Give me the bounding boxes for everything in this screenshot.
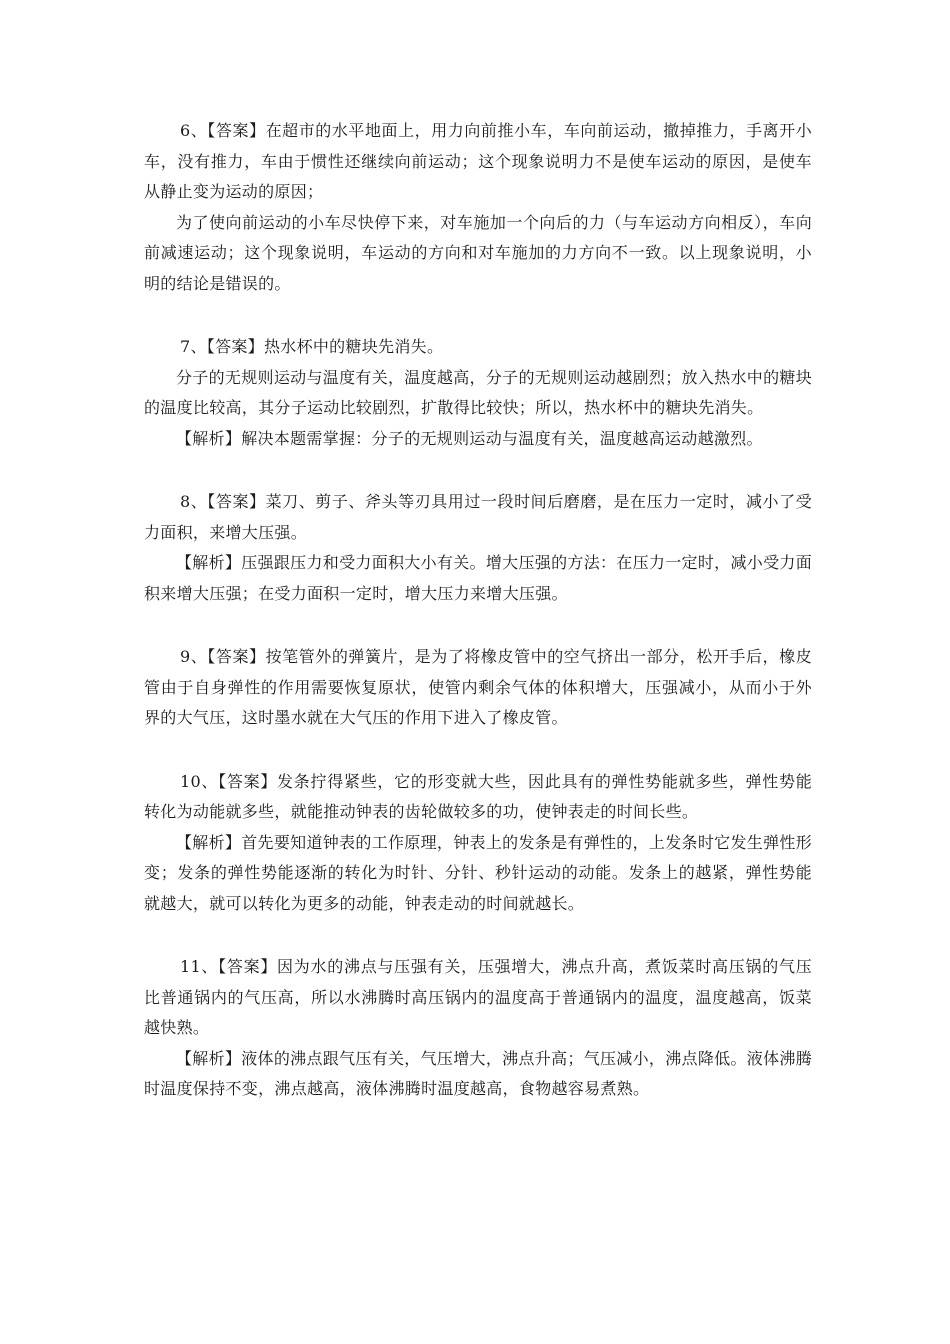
- analysis-paragraph: 【解析】压强跟压力和受力面积大小有关。增大压强的方法：在压力一定时，减小受力面积来增大压强；在受力面积一定时，增大压力来增大压强。: [144, 553, 812, 603]
- item-spacer: [144, 299, 812, 332]
- answer-paragraph: 为了使向前运动的小车尽快停下来，对车施加一个向后的力（与车运动方向相反），车向前减速运动；这个现象说明，车运动的方向和对车施加的力方向不一致。以上现象说明，小明的结论是错误的。: [144, 212, 812, 293]
- answer-paragraph: 分子的无规则运动与温度有关，温度越高，分子的无规则运动越剧烈；放入热水中的糖块的温度比较高，其分子运动比较剧烈，扩散得比较快；所以，热水杯中的糖块先消失。: [144, 367, 812, 417]
- item-spacer: [144, 609, 812, 642]
- answer-paragraph: 7、【答案】热水杯中的糖块先消失。: [180, 337, 444, 356]
- answer-item-11: [144, 952, 812, 1105]
- item-spacer: [144, 734, 812, 767]
- answer-paragraph: 8、【答案】菜刀、剪子、斧头等刃具用过一段时间后磨磨，是在压力一定时，减小了受力面积，来增大压强。: [144, 492, 812, 542]
- answer-paragraph: 6、【答案】在超市的水平地面上，用力向前推小车，车向前运动，撤掉推力，手离开小车，没有推力，车由于惯性还继续向前运动；这个现象说明力不是使车运动的原因，是使车从静止变为运动的原因；: [144, 121, 812, 201]
- answer-item-8: [144, 487, 812, 609]
- answer-paragraph: 10、【答案】发条拧得紧些，它的形变就大些，因此具有的弹性势能就多些，弹性势能转化为动能就多些，就能推动钟表的齿轮做较多的功，使钟表走的时间长些。: [144, 771, 812, 821]
- answer-item-10: [144, 767, 812, 920]
- answer-paragraph: 11、【答案】因为水的沸点与压强有关，压强增大，沸点升高，煮饭菜时高压锅的气压比普通锅内的气压高，所以水沸腾时高压锅内的温度高于普通锅内的温度，温度越高，饭菜越快熟。: [144, 957, 812, 1037]
- answer-item-7: [144, 332, 812, 454]
- item-spacer: [144, 454, 812, 487]
- answer-paragraph: 9、【答案】按笔管外的弹簧片，是为了将橡皮管中的空气挤出一部分，松开手后，橡皮管由于自身弹性的作用需要恢复原状，使管内剩余气体的体积增大，压强减小，从而小于外界的大气压，这时墨水就在大气压的作用下进入了橡皮管。: [144, 647, 812, 727]
- document-page: [144, 116, 812, 1105]
- analysis-paragraph: 【解析】解决本题需掌握：分子的无规则运动与温度有关，温度越高运动越激烈。: [176, 428, 763, 448]
- analysis-paragraph: 【解析】液体的沸点跟气压有关，气压增大，沸点升高；气压减小，沸点降低。液体沸腾时温度保持不变，沸点越高，液体沸腾时温度越高，食物越容易煮熟。: [144, 1048, 812, 1098]
- answer-item-6: [144, 116, 812, 299]
- analysis-paragraph: 【解析】首先要知道钟表的工作原理，钟表上的发条是有弹性的，上发条时它发生弹性形变；发条的弹性势能逐渐的转化为时针、分针、秒针运动的动能。发条上的越紧，弹性势能就越大，就可以转化为更多的动能，钟表走动的时间就越长。: [144, 832, 812, 913]
- item-spacer: [144, 919, 812, 952]
- answer-item-9: [144, 642, 812, 734]
